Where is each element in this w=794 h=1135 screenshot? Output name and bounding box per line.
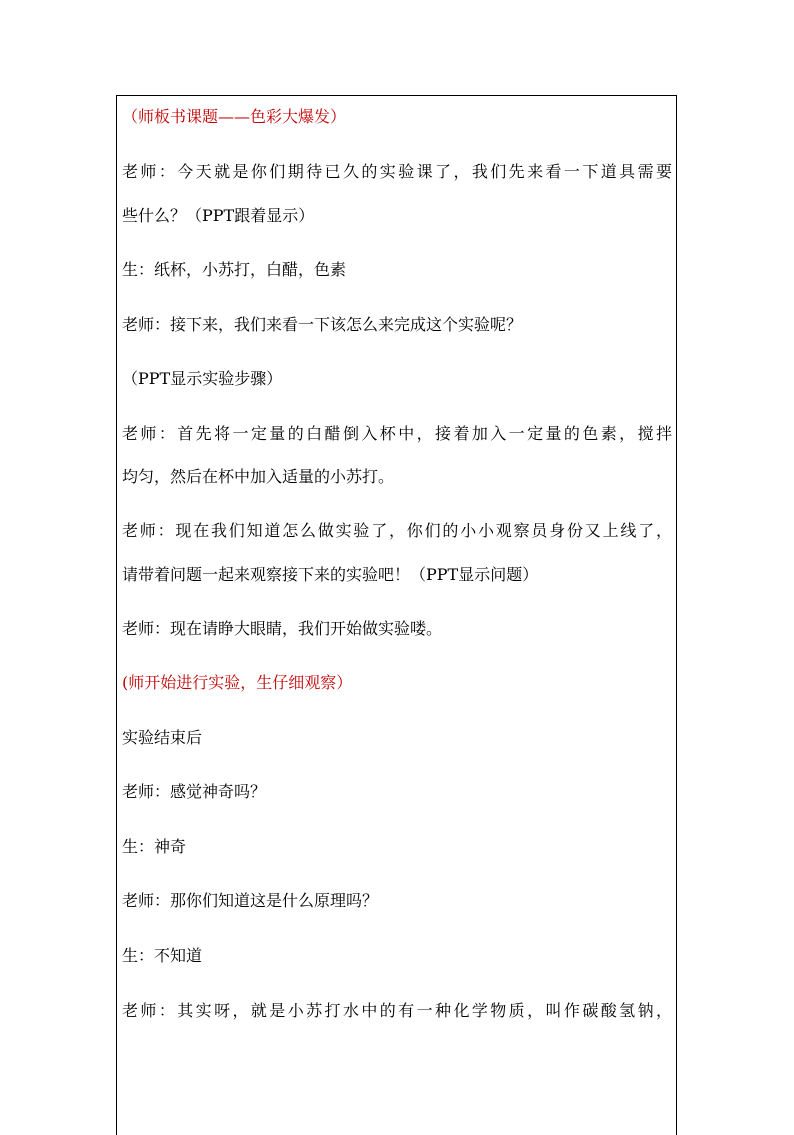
paragraph-line: 均匀，然后在杯中加入适量的小苏打。 (122, 467, 395, 486)
paragraph-line: 实验结束后 (122, 728, 203, 747)
paragraph-line: 些什么？（PPT跟着显示） (122, 206, 315, 225)
paragraph-line: （PPT显示实验步骤） (122, 369, 283, 388)
paragraph-line: 老师：今天就是你们期待已久的实验课了，我们先来看一下道具需要 (122, 162, 672, 181)
paragraph-line: 生：神奇 (122, 837, 187, 856)
paragraph-line: 老师：其实呀，就是小苏打水中的有一种化学物质，叫作碳酸氢钠， (122, 1001, 672, 1020)
board-title-note: （师板书课题——色彩大爆发） (122, 107, 347, 126)
paragraph-line: 老师：现在请睁大眼睛，我们开始做实验喽。 (122, 619, 443, 638)
paragraph-line: 老师：现在我们知道怎么做实验了，你们的小小观察员身份又上线了， (122, 521, 672, 540)
paragraph-line: 请带着问题一起来观察接下来的实验吧！（PPT显示问题） (122, 565, 539, 584)
table-cell-border (116, 95, 677, 1135)
paragraph-line: 生：不知道 (122, 946, 203, 965)
paragraph-line: 老师：感觉神奇吗？ (122, 782, 267, 801)
experiment-note: (师开始进行实验，生仔细观察） (122, 673, 353, 692)
paragraph-line: 老师：首先将一定量的白醋倒入杯中，接着加入一定量的色素，搅拌 (122, 424, 672, 443)
paragraph-line: 生：纸杯，小苏打，白醋，色素 (122, 260, 347, 279)
paragraph-line: 老师：接下来，我们来看一下该怎么来完成这个实验呢？ (122, 315, 523, 334)
paragraph-line: 老师：那你们知道这是什么原理吗？ (122, 891, 379, 910)
